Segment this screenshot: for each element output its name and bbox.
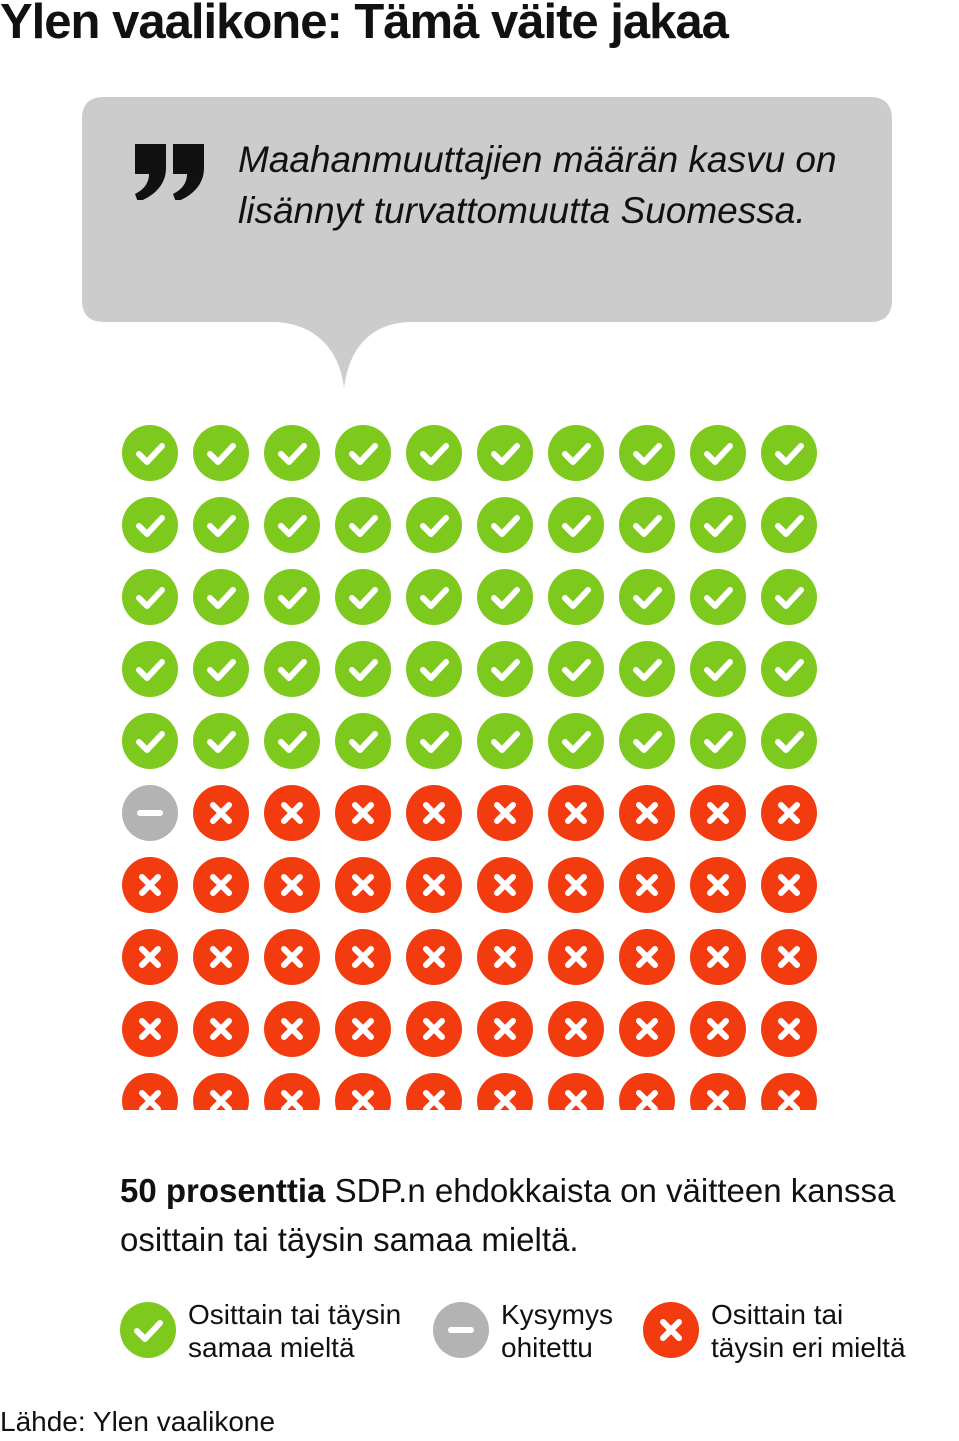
- waffle-mark-disagree: [548, 1001, 604, 1057]
- waffle-mark-agree: [193, 641, 249, 697]
- waffle-mark-agree: [406, 713, 462, 769]
- waffle-mark-agree: [335, 497, 391, 553]
- waffle-mark-disagree: [690, 785, 746, 841]
- waffle-mark-disagree: [335, 929, 391, 985]
- legend-label-agree: Osittain tai täysin samaa mieltä: [188, 1299, 402, 1363]
- check-icon: [120, 1302, 176, 1358]
- waffle-mark-agree: [619, 425, 675, 481]
- waffle-mark-agree: [335, 641, 391, 697]
- waffle-mark-agree: [406, 569, 462, 625]
- waffle-mark-disagree: [619, 857, 675, 913]
- waffle-mark-disagree: [548, 857, 604, 913]
- waffle-mark-agree: [193, 497, 249, 553]
- waffle-mark-disagree: [761, 929, 817, 985]
- waffle-mark-disagree: [477, 857, 533, 913]
- waffle-mark-agree: [122, 425, 178, 481]
- waffle-mark-disagree: [122, 929, 178, 985]
- waffle-mark-disagree: [193, 785, 249, 841]
- waffle-mark-agree: [690, 569, 746, 625]
- waffle-mark-agree: [264, 425, 320, 481]
- waffle-mark-agree: [619, 713, 675, 769]
- waffle-mark-agree: [761, 497, 817, 553]
- waffle-svg: [121, 424, 821, 1110]
- waffle-mark-disagree: [761, 857, 817, 913]
- waffle-mark-disagree: [548, 1073, 604, 1110]
- waffle-mark-disagree: [548, 785, 604, 841]
- waffle-mark-disagree: [122, 1001, 178, 1057]
- waffle-mark-agree: [264, 569, 320, 625]
- minus-icon: [433, 1302, 489, 1358]
- waffle-mark-disagree: [122, 857, 178, 913]
- waffle-mark-disagree: [477, 1073, 533, 1110]
- waffle-mark-agree: [548, 713, 604, 769]
- waffle-mark-disagree: [264, 929, 320, 985]
- waffle-mark-disagree: [477, 785, 533, 841]
- source-note: Lähde: Ylen vaalikone: [0, 1406, 276, 1437]
- waffle-mark-agree: [690, 713, 746, 769]
- waffle-mark-agree: [761, 641, 817, 697]
- waffle-mark-disagree: [335, 1073, 391, 1110]
- waffle-mark-agree: [690, 425, 746, 481]
- waffle-mark-disagree: [264, 857, 320, 913]
- waffle-mark-agree: [619, 641, 675, 697]
- waffle-mark-agree: [122, 713, 178, 769]
- waffle-mark-agree: [335, 713, 391, 769]
- waffle-mark-agree: [619, 569, 675, 625]
- waffle-mark-agree: [548, 425, 604, 481]
- waffle-mark-agree: [548, 641, 604, 697]
- waffle-mark-disagree: [406, 1001, 462, 1057]
- legend-label-skipped: Kysymys ohitettu: [501, 1299, 613, 1363]
- waffle-mark-agree: [477, 497, 533, 553]
- waffle-mark-disagree: [193, 1001, 249, 1057]
- waffle-mark-agree: [477, 713, 533, 769]
- waffle-mark-agree: [761, 713, 817, 769]
- waffle-mark-agree: [761, 425, 817, 481]
- quote-mark-icon: [132, 130, 212, 200]
- waffle-mark-agree: [264, 713, 320, 769]
- summary-rest: SDP.n ehdokkaista on väitteen kanssa osittain tai täysin samaa mieltä.: [120, 1172, 896, 1258]
- waffle-mark-agree: [335, 425, 391, 481]
- waffle-mark-disagree: [264, 785, 320, 841]
- waffle-mark-disagree: [406, 857, 462, 913]
- waffle-mark-agree: [477, 641, 533, 697]
- waffle-mark-agree: [477, 425, 533, 481]
- waffle-mark-agree: [193, 713, 249, 769]
- waffle-mark-disagree: [406, 1073, 462, 1110]
- waffle-mark-agree: [406, 425, 462, 481]
- waffle-mark-disagree: [264, 1001, 320, 1057]
- summary-percent: 50 prosenttia: [120, 1172, 326, 1209]
- waffle-mark-agree: [477, 569, 533, 625]
- waffle-mark-agree: [690, 497, 746, 553]
- waffle-mark-disagree: [548, 929, 604, 985]
- waffle-mark-disagree: [619, 1073, 675, 1110]
- waffle-mark-disagree: [761, 785, 817, 841]
- waffle-mark-disagree: [264, 1073, 320, 1110]
- waffle-mark-agree: [264, 497, 320, 553]
- waffle-mark-disagree: [122, 1073, 178, 1110]
- waffle-mark-skipped: [122, 785, 178, 841]
- waffle-mark-disagree: [619, 1001, 675, 1057]
- waffle-mark-disagree: [406, 785, 462, 841]
- waffle-mark-agree: [761, 569, 817, 625]
- waffle-mark-agree: [406, 497, 462, 553]
- waffle-mark-disagree: [335, 857, 391, 913]
- waffle-mark-disagree: [619, 929, 675, 985]
- legend-label-disagree: Osittain tai täysin eri mieltä: [711, 1299, 906, 1363]
- waffle-chart: [121, 424, 821, 1110]
- waffle-mark-agree: [193, 425, 249, 481]
- waffle-mark-agree: [122, 569, 178, 625]
- waffle-mark-disagree: [761, 1073, 817, 1110]
- waffle-mark-disagree: [335, 785, 391, 841]
- waffle-mark-disagree: [193, 1073, 249, 1110]
- waffle-mark-disagree: [193, 857, 249, 913]
- waffle-mark-disagree: [761, 1001, 817, 1057]
- waffle-mark-disagree: [477, 929, 533, 985]
- waffle-mark-disagree: [690, 1001, 746, 1057]
- waffle-mark-agree: [193, 569, 249, 625]
- waffle-mark-disagree: [690, 857, 746, 913]
- summary-text: [120, 1166, 900, 1264]
- waffle-mark-agree: [406, 641, 462, 697]
- waffle-mark-agree: [690, 641, 746, 697]
- waffle-mark-agree: [264, 641, 320, 697]
- waffle-mark-agree: [548, 569, 604, 625]
- waffle-mark-disagree: [619, 785, 675, 841]
- chart-title: Ylen vaalikone: Tämä väite jakaa: [0, 0, 728, 49]
- waffle-mark-disagree: [690, 929, 746, 985]
- waffle-mark-agree: [122, 641, 178, 697]
- waffle-mark-disagree: [193, 929, 249, 985]
- waffle-mark-disagree: [406, 929, 462, 985]
- waffle-mark-agree: [619, 497, 675, 553]
- waffle-mark-agree: [335, 569, 391, 625]
- waffle-mark-disagree: [477, 1001, 533, 1057]
- waffle-mark-disagree: [335, 1001, 391, 1057]
- waffle-mark-disagree: [690, 1073, 746, 1110]
- cross-icon: [643, 1302, 699, 1358]
- waffle-mark-agree: [548, 497, 604, 553]
- statement-text: Maahanmuuttajien määrän kasvu on lisännyt turvattomuutta Suomessa.: [238, 139, 837, 231]
- waffle-mark-agree: [122, 497, 178, 553]
